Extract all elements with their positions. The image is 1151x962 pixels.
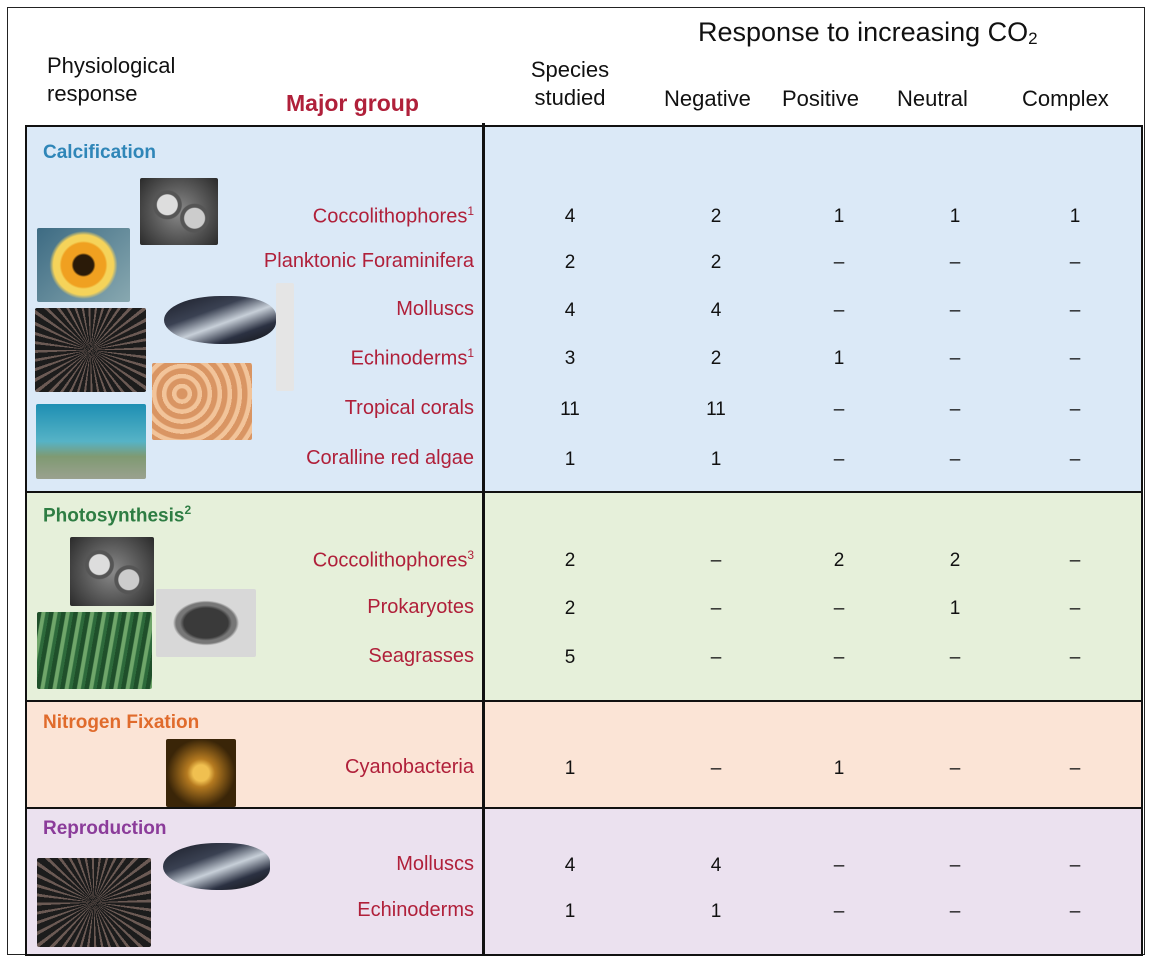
row-label-text: Coccolithophores [312, 205, 468, 228]
co2-subscript: 2 [1028, 29, 1038, 48]
header-species: Species [530, 57, 610, 82]
row-label [368, 645, 474, 668]
cell-neutral: – [949, 901, 961, 922]
row-label-sup: 3 [467, 548, 474, 562]
mussel-image [164, 296, 276, 344]
cell-neutral: – [949, 758, 961, 779]
row-label-text: Planktonic Foraminifera [263, 250, 474, 272]
cell-negative: 2 [710, 252, 722, 273]
cell-positive: – [833, 598, 845, 619]
cell-negative: – [710, 647, 722, 668]
row-label-text: Tropical corals [344, 397, 474, 419]
cell-positive: 1 [833, 758, 845, 779]
row-label [345, 397, 474, 420]
cell-positive: – [833, 399, 845, 420]
cell-neutral: – [949, 252, 961, 273]
cell-complex: – [1069, 758, 1081, 779]
mussel-image-2 [163, 843, 270, 890]
cell-complex: – [1069, 399, 1081, 420]
cell-negative: 4 [710, 855, 722, 876]
coccolithophore-image-2 [70, 537, 154, 606]
row-label [313, 204, 474, 229]
cell-complex: 1 [1069, 206, 1081, 227]
cell-complex: – [1069, 647, 1081, 668]
cell-negative: 11 [706, 399, 726, 420]
cell-species: 11 [560, 399, 580, 420]
row-label-text: Echinoderms [350, 347, 468, 370]
row-label [313, 548, 474, 573]
cell-neutral: – [949, 300, 961, 321]
cell-positive: – [833, 300, 845, 321]
foraminifera-image [37, 228, 130, 302]
cell-positive: – [833, 252, 845, 273]
row-label-text: Molluscs [396, 298, 474, 320]
title-photosynthesis-sup: 2 [184, 503, 192, 517]
title-reproduction: Reproduction [43, 818, 167, 839]
cell-complex: – [1069, 855, 1081, 876]
cell-species: 4 [564, 206, 576, 227]
cell-neutral: – [949, 348, 961, 369]
row-label [367, 596, 474, 619]
cell-complex: – [1069, 550, 1081, 571]
sea-urchin-image-2 [37, 858, 151, 947]
row-label [396, 853, 474, 876]
cell-neutral: 1 [949, 206, 961, 227]
cell-negative: 1 [710, 901, 722, 922]
cell-negative: 2 [710, 348, 722, 369]
image-strip [276, 283, 294, 391]
cell-negative: – [710, 758, 722, 779]
header-response: response [47, 81, 138, 106]
row-label [351, 346, 474, 371]
cell-neutral: – [949, 449, 961, 470]
col-negative: Negative [664, 86, 751, 111]
cell-neutral: – [949, 399, 961, 420]
cell-positive: 1 [833, 206, 845, 227]
column-divider [482, 123, 485, 956]
cell-neutral: – [949, 647, 961, 668]
header-studied: studied [534, 85, 606, 110]
row-label [345, 756, 474, 779]
cell-complex: – [1069, 449, 1081, 470]
cell-complex: – [1069, 252, 1081, 273]
co2-title [698, 17, 1038, 49]
row-label [357, 899, 474, 922]
cell-negative: 1 [710, 449, 722, 470]
col-positive: Positive [782, 86, 860, 111]
cyanobacteria-image [166, 739, 236, 807]
row-label-sup: 1 [467, 346, 474, 360]
row-label-text: Prokaryotes [367, 596, 474, 618]
row-label-text: Molluscs [396, 853, 474, 875]
cell-negative: – [710, 598, 722, 619]
cell-positive: – [833, 647, 845, 668]
cell-positive: 1 [833, 348, 845, 369]
cell-species: 4 [564, 300, 576, 321]
col-neutral: Neutral [897, 86, 968, 111]
cell-positive: – [833, 855, 845, 876]
row-label-text: Coccolithophores [312, 549, 468, 572]
cell-species: 2 [564, 598, 576, 619]
cell-neutral: 1 [949, 598, 961, 619]
row-label-text: Seagrasses [368, 645, 474, 667]
cell-positive: – [833, 449, 845, 470]
row-label-text: Cyanobacteria [345, 756, 474, 778]
cell-species: 4 [564, 855, 576, 876]
title-calcification: Calcification [43, 142, 156, 163]
cell-neutral: – [949, 855, 961, 876]
brain-coral-image [152, 363, 252, 440]
cell-negative: 4 [710, 300, 722, 321]
cell-complex: – [1069, 598, 1081, 619]
cell-species: 3 [564, 348, 576, 369]
co2-title-text: Response to increasing CO [698, 17, 1029, 47]
reef-image [36, 404, 146, 479]
title-photosynthesis-text: Photosynthesis [43, 505, 185, 527]
cell-species: 2 [564, 252, 576, 273]
coccolithophore-image [140, 178, 218, 245]
row-label-sup: 1 [467, 204, 474, 218]
cell-positive: 2 [833, 550, 845, 571]
cell-species: 5 [564, 647, 576, 668]
title-photosynthesis [43, 503, 191, 527]
cell-species: 1 [564, 449, 576, 470]
cell-negative: 2 [710, 206, 722, 227]
cell-positive: – [833, 901, 845, 922]
prokaryote-image [156, 589, 256, 657]
cell-complex: – [1069, 300, 1081, 321]
cell-neutral: 2 [949, 550, 961, 571]
row-label [306, 447, 474, 470]
row-label-text: Echinoderms [357, 899, 474, 921]
row-label [264, 250, 474, 273]
title-nitrogen-fixation: Nitrogen Fixation [43, 712, 200, 733]
seagrass-image [37, 612, 152, 689]
cell-species: 2 [564, 550, 576, 571]
header-major-group: Major group [286, 90, 419, 116]
cell-complex: – [1069, 901, 1081, 922]
cell-species: 1 [564, 901, 576, 922]
row-label [396, 298, 474, 321]
col-complex: Complex [1022, 86, 1109, 111]
cell-negative: – [710, 550, 722, 571]
cell-species: 1 [564, 758, 576, 779]
row-label-text: Coralline red algae [306, 447, 474, 469]
sea-urchin-image [35, 308, 146, 392]
cell-complex: – [1069, 348, 1081, 369]
header-physiological: Physiological [47, 53, 176, 78]
